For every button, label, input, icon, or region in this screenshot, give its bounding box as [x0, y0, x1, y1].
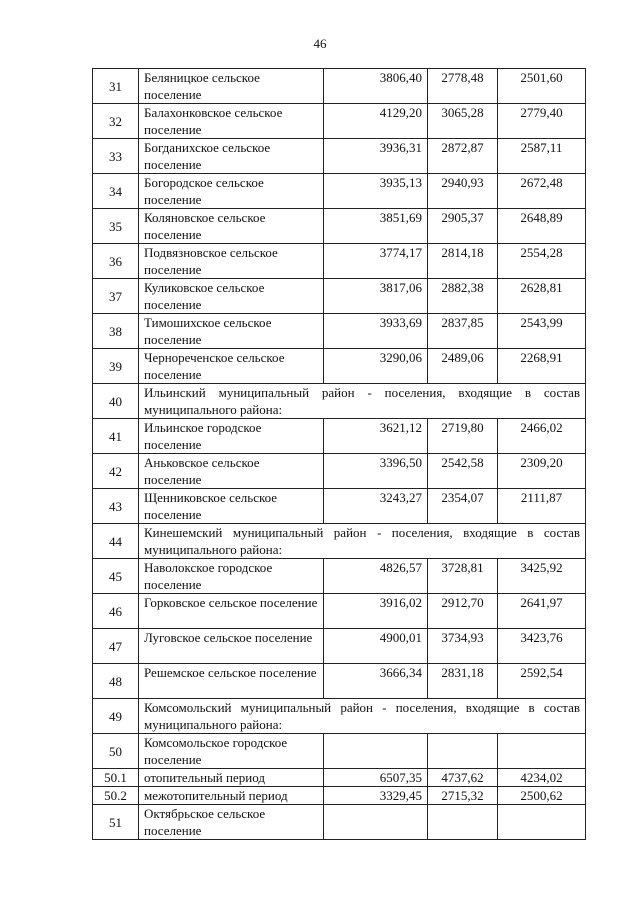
table-row — [93, 734, 586, 769]
district-header-row — [93, 524, 586, 559]
value-3: 2641,97 — [498, 594, 586, 629]
row-number: 44 — [93, 524, 139, 559]
settlement-name: Решемское сельское поселение — [139, 664, 324, 699]
settlement-name: Ильинское городское поселение — [139, 419, 324, 454]
value-3: 2309,20 — [498, 454, 586, 489]
page-number: 46 — [313, 36, 327, 51]
settlement-name: Луговское сельское поселение — [139, 629, 324, 664]
value-3: 2554,28 — [498, 244, 586, 279]
table-row — [93, 805, 586, 840]
value-3: 2543,99 — [498, 314, 586, 349]
row-number: 41 — [93, 419, 139, 454]
value-2: 2905,37 — [428, 209, 498, 244]
row-number: 33 — [93, 139, 139, 174]
settlement-name: межотопительный период — [139, 787, 324, 805]
value-3: 3423,76 — [498, 629, 586, 664]
table-row — [93, 174, 586, 209]
table-row — [93, 209, 586, 244]
value-3: 2500,62 — [498, 787, 586, 805]
value-3: 2779,40 — [498, 104, 586, 139]
table-row — [93, 244, 586, 279]
value-1: 6507,35 — [324, 769, 428, 787]
row-number: 35 — [93, 209, 139, 244]
district-header-row — [93, 699, 586, 734]
value-2: 2814,18 — [428, 244, 498, 279]
value-1: 4826,57 — [324, 559, 428, 594]
value-2: 3065,28 — [428, 104, 498, 139]
settlement-name: Балахонковское сельское поселение — [139, 104, 324, 139]
value-2: 2837,85 — [428, 314, 498, 349]
value-1 — [324, 805, 428, 840]
row-number: 40 — [93, 384, 139, 419]
settlement-name: Тимошихское сельское поселение — [139, 314, 324, 349]
settlement-name: Богданихское сельское поселение — [139, 139, 324, 174]
value-2: 2354,07 — [428, 489, 498, 524]
settlement-name: Аньковское сельское поселение — [139, 454, 324, 489]
table-row — [93, 139, 586, 174]
value-2: 2719,80 — [428, 419, 498, 454]
value-1: 4129,20 — [324, 104, 428, 139]
district-header: Ильинский муниципальный район - поселения, входящие в состав муниципального района: — [139, 384, 586, 419]
value-1: 3396,50 — [324, 454, 428, 489]
table-row — [93, 769, 586, 787]
value-1: 4900,01 — [324, 629, 428, 664]
table-row — [93, 787, 586, 805]
value-1: 3774,17 — [324, 244, 428, 279]
row-number: 50.1 — [93, 769, 139, 787]
value-2: 2715,32 — [428, 787, 498, 805]
value-2: 2940,93 — [428, 174, 498, 209]
settlement-name: Наволокское городское поселение — [139, 559, 324, 594]
value-2: 2872,87 — [428, 139, 498, 174]
row-number: 43 — [93, 489, 139, 524]
row-number: 47 — [93, 629, 139, 664]
row-number: 46 — [93, 594, 139, 629]
value-2 — [428, 734, 498, 769]
value-2: 2882,38 — [428, 279, 498, 314]
settlement-name: Октябрьское сельское поселение — [139, 805, 324, 840]
value-1: 3936,31 — [324, 139, 428, 174]
value-1: 3935,13 — [324, 174, 428, 209]
value-3: 2501,60 — [498, 69, 586, 104]
row-number: 34 — [93, 174, 139, 209]
table-row — [93, 279, 586, 314]
row-number: 50.2 — [93, 787, 139, 805]
settlement-name: Подвязновское сельское поселение — [139, 244, 324, 279]
tariff-table — [92, 68, 586, 840]
value-2: 3734,93 — [428, 629, 498, 664]
settlement-name: Горковское сельское поселение — [139, 594, 324, 629]
value-2: 2542,58 — [428, 454, 498, 489]
value-1: 3933,69 — [324, 314, 428, 349]
row-number: 37 — [93, 279, 139, 314]
settlement-name: Куликовское сельское поселение — [139, 279, 324, 314]
value-3: 2268,91 — [498, 349, 586, 384]
value-1: 3243,27 — [324, 489, 428, 524]
value-2: 4737,62 — [428, 769, 498, 787]
value-2: 2778,48 — [428, 69, 498, 104]
row-number: 39 — [93, 349, 139, 384]
district-header-row — [93, 384, 586, 419]
settlement-name: отопительный период — [139, 769, 324, 787]
table-body — [93, 69, 586, 840]
settlement-name: Богородское сельское поселение — [139, 174, 324, 209]
table-row — [93, 489, 586, 524]
table-row — [93, 69, 586, 104]
row-number: 38 — [93, 314, 139, 349]
settlement-name: Коляновское сельское поселение — [139, 209, 324, 244]
value-3: 2628,81 — [498, 279, 586, 314]
row-number: 49 — [93, 699, 139, 734]
table-row — [93, 314, 586, 349]
value-3: 2466,02 — [498, 419, 586, 454]
table-row — [93, 559, 586, 594]
table-row — [93, 349, 586, 384]
value-3: 2592,54 — [498, 664, 586, 699]
table-row — [93, 104, 586, 139]
settlement-name: Комсомольское городское поселение — [139, 734, 324, 769]
table-row — [93, 454, 586, 489]
value-3 — [498, 734, 586, 769]
value-1: 3916,02 — [324, 594, 428, 629]
row-number: 42 — [93, 454, 139, 489]
value-1: 3290,06 — [324, 349, 428, 384]
row-number: 31 — [93, 69, 139, 104]
district-header: Комсомольский муниципальный район - поселения, входящие в состав муниципального района: — [139, 699, 586, 734]
row-number: 51 — [93, 805, 139, 840]
value-1: 3666,34 — [324, 664, 428, 699]
row-number: 50 — [93, 734, 139, 769]
row-number: 36 — [93, 244, 139, 279]
value-2 — [428, 805, 498, 840]
value-2: 3728,81 — [428, 559, 498, 594]
value-3 — [498, 805, 586, 840]
settlement-name: Щенниковское сельское поселение — [139, 489, 324, 524]
value-1: 3806,40 — [324, 69, 428, 104]
row-number: 48 — [93, 664, 139, 699]
value-1: 3817,06 — [324, 279, 428, 314]
value-3: 3425,92 — [498, 559, 586, 594]
table-row — [93, 629, 586, 664]
settlement-name: Беляницкое сельское поселение — [139, 69, 324, 104]
value-2: 2489,06 — [428, 349, 498, 384]
table-row — [93, 419, 586, 454]
value-1: 3329,45 — [324, 787, 428, 805]
table-row — [93, 664, 586, 699]
district-header: Кинешемский муниципальный район - поселения, входящие в состав муниципального района: — [139, 524, 586, 559]
value-2: 2912,70 — [428, 594, 498, 629]
row-number: 32 — [93, 104, 139, 139]
table-row — [93, 594, 586, 629]
row-number: 45 — [93, 559, 139, 594]
value-3: 2672,48 — [498, 174, 586, 209]
value-2: 2831,18 — [428, 664, 498, 699]
value-3: 2111,87 — [498, 489, 586, 524]
settlement-name: Чернореченское сельское поселение — [139, 349, 324, 384]
value-1: 3851,69 — [324, 209, 428, 244]
value-3: 2587,11 — [498, 139, 586, 174]
value-1: 3621,12 — [324, 419, 428, 454]
value-1 — [324, 734, 428, 769]
value-3: 2648,89 — [498, 209, 586, 244]
value-3: 4234,02 — [498, 769, 586, 787]
